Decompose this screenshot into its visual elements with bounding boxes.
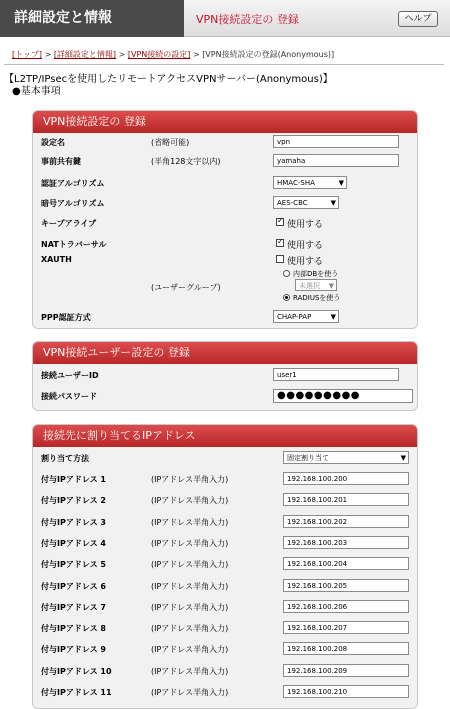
chevron-down-icon: ▼: [330, 199, 336, 207]
ip-row-label: 付与IPアドレス 10: [41, 666, 112, 676]
ip-row-note: (IPアドレス半角入力): [151, 475, 229, 484]
user-id-label: 接続ユーザーID: [41, 371, 99, 380]
nat-label: NATトラバーサル: [41, 240, 107, 249]
ppp-label: PPP認証方式: [41, 313, 91, 322]
radius-radio[interactable]: [283, 294, 290, 301]
chevron-down-icon: ▼: [338, 179, 344, 187]
ip-row: [33, 491, 417, 509]
ip-row: [33, 470, 417, 488]
vpn-user-panel: [32, 341, 418, 411]
internal-db-label: 内部DBを使う: [293, 270, 339, 278]
breadcrumb-link-vpn[interactable]: [VPN接続の設定]: [127, 50, 191, 59]
ip-row-label: 付与IPアドレス 4: [41, 538, 106, 548]
chevron-down-icon: ▼: [400, 454, 406, 462]
ip-row-note: (IPアドレス半角入力): [151, 645, 229, 655]
chevron-down-icon: ▼: [328, 282, 334, 290]
ip-row: [33, 555, 417, 573]
panel-title-user: VPN接続ユーザー設定の 登録: [33, 342, 417, 364]
chevron-down-icon: ▼: [330, 313, 336, 321]
ip-row: [33, 577, 417, 595]
keepalive-label: キープアライブ: [41, 219, 97, 228]
row-psk: [33, 152, 417, 170]
row-auth-algo: [33, 174, 417, 192]
row-password: [33, 387, 417, 405]
breadcrumb-link-top[interactable]: [トップ]: [12, 50, 43, 59]
ip-row-note: (IPアドレス半角入力): [151, 688, 229, 697]
enc-algo-label: 暗号アルゴリズム: [41, 199, 105, 208]
setting-name-input[interactable]: vpn: [273, 135, 399, 148]
enc-algo-select[interactable]: [273, 196, 339, 209]
panel-title-ip: 接続先に割り当てるIPアドレス: [33, 425, 417, 447]
user-group-block: [33, 267, 417, 307]
ip-row-note: (IPアドレス半角入力): [151, 581, 229, 591]
nat-checkbox[interactable]: [276, 239, 284, 247]
breadcrumb-separator: >: [192, 50, 200, 59]
ip-address-input[interactable]: 192.168.100.203: [283, 536, 409, 549]
password-label: 接続パスワード: [41, 392, 97, 401]
breadcrumb: [12, 49, 334, 60]
user-group-select[interactable]: [295, 279, 337, 291]
ip-address-input[interactable]: 192.168.100.208: [283, 642, 409, 655]
header-bar: [0, 0, 450, 37]
ip-row-label: 付与IPアドレス 6: [41, 581, 106, 591]
ip-row-note: (IPアドレス半角入力): [151, 517, 229, 527]
ip-row-label: 付与IPアドレス 8: [41, 624, 106, 634]
ip-row: [33, 598, 417, 616]
row-ppp: [33, 308, 417, 326]
ip-row-note: (IPアドレス半角入力): [151, 496, 229, 506]
ip-row-label: 付与IPアドレス 1: [41, 475, 106, 484]
auth-algo-value: HMAC-SHA: [277, 179, 315, 187]
help-button[interactable]: ヘルプ: [398, 11, 438, 27]
ip-address-input[interactable]: 192.168.100.207: [283, 621, 409, 634]
user-group-value: 未選択: [299, 282, 320, 290]
ip-row: [33, 513, 417, 531]
xauth-checkbox[interactable]: [276, 255, 284, 263]
header-left-title: 詳細設定と情報: [0, 0, 184, 37]
sub-title: ●基本事項: [12, 86, 61, 97]
ip-row: [33, 662, 417, 680]
breadcrumb-current: [VPN接続設定の登録(Anonymous)]: [202, 50, 335, 59]
user-group-note: (ユーザーグループ): [151, 283, 221, 292]
page-title: VPN接続設定の 登録: [196, 13, 299, 26]
xauth-label: XAUTH: [41, 255, 72, 264]
ip-address-panel: [32, 424, 418, 709]
ip-address-input[interactable]: 192.168.100.205: [283, 579, 409, 592]
ip-row-label: 付与IPアドレス 2: [41, 496, 106, 506]
keepalive-check-label: 使用する: [287, 220, 324, 230]
assign-method-select[interactable]: [283, 451, 409, 464]
breadcrumb-separator: >: [44, 50, 52, 59]
psk-label: 事前共有鍵: [41, 157, 81, 166]
ip-row-note: (IPアドレス半角入力): [151, 560, 229, 570]
ip-row: [33, 683, 417, 701]
breadcrumb-separator: >: [118, 50, 126, 59]
ip-address-input[interactable]: 192.168.100.204: [283, 557, 409, 570]
row-enc-algo: [33, 194, 417, 212]
panel-title-vpn: VPN接続設定の 登録: [33, 111, 417, 133]
section-title: 【L2TP/IPsecを使用したリモートアクセスVPNサーバー(Anonymous)】: [4, 74, 333, 85]
setting-name-label: 設定名: [41, 138, 65, 147]
psk-input[interactable]: yamaha: [273, 154, 399, 167]
xauth-check-label: 使用する: [287, 257, 324, 267]
ip-row-label: 付与IPアドレス 7: [41, 602, 106, 612]
row-setting-name: [33, 133, 417, 151]
ip-row: [33, 640, 417, 658]
assign-method-value: 固定割り当て: [287, 454, 329, 462]
ppp-select[interactable]: [273, 310, 339, 323]
ip-address-input[interactable]: 192.168.100.210: [283, 685, 409, 698]
ip-row-label: 付与IPアドレス 5: [41, 560, 106, 570]
keepalive-checkbox[interactable]: [276, 218, 284, 226]
enc-algo-value: AES-CBC: [277, 199, 308, 207]
ip-row-label: 付与IPアドレス 3: [41, 517, 106, 527]
auth-algo-select[interactable]: [273, 176, 347, 189]
user-id-input[interactable]: user1: [273, 368, 399, 381]
row-keepalive: [33, 214, 417, 232]
ip-row-note: (IPアドレス半角入力): [151, 624, 229, 634]
radius-label: RADIUSを使う: [293, 294, 341, 302]
breadcrumb-link-advanced[interactable]: [詳細設定と情報]: [53, 50, 117, 59]
ip-address-input[interactable]: 192.168.100.209: [283, 664, 409, 677]
ip-row-note: (IPアドレス半角入力): [151, 538, 229, 548]
header-right: [184, 0, 450, 37]
ip-address-input[interactable]: 192.168.100.201: [283, 493, 409, 506]
ip-row: [33, 534, 417, 552]
ip-row-label: 付与IPアドレス 9: [41, 645, 106, 655]
ip-row-note: (IPアドレス半角入力): [151, 602, 229, 612]
ip-row: [33, 619, 417, 637]
ip-row-note: (IPアドレス半角入力): [151, 666, 229, 676]
ip-address-input[interactable]: 192.168.100.206: [283, 600, 409, 613]
ppp-value: CHAP-PAP: [277, 313, 312, 321]
setting-name-note: (省略可能): [151, 138, 190, 147]
assign-method-label: 割り当て方法: [41, 454, 89, 463]
vpn-settings-panel: [32, 110, 418, 329]
internal-db-radio[interactable]: [283, 270, 290, 277]
ip-address-input[interactable]: 192.168.100.202: [283, 515, 409, 528]
row-assign-method: [33, 449, 417, 467]
nat-check-label: 使用する: [287, 241, 324, 251]
ip-address-input[interactable]: 192.168.100.200: [283, 472, 409, 485]
divider: [4, 64, 444, 65]
row-user-id: [33, 366, 417, 384]
auth-algo-label: 認証アルゴリズム: [41, 179, 105, 188]
psk-note: (半角128文字以内): [151, 157, 221, 166]
password-input[interactable]: ●●●●●●●●●: [273, 389, 413, 403]
ip-row-label: 付与IPアドレス 11: [41, 688, 112, 697]
